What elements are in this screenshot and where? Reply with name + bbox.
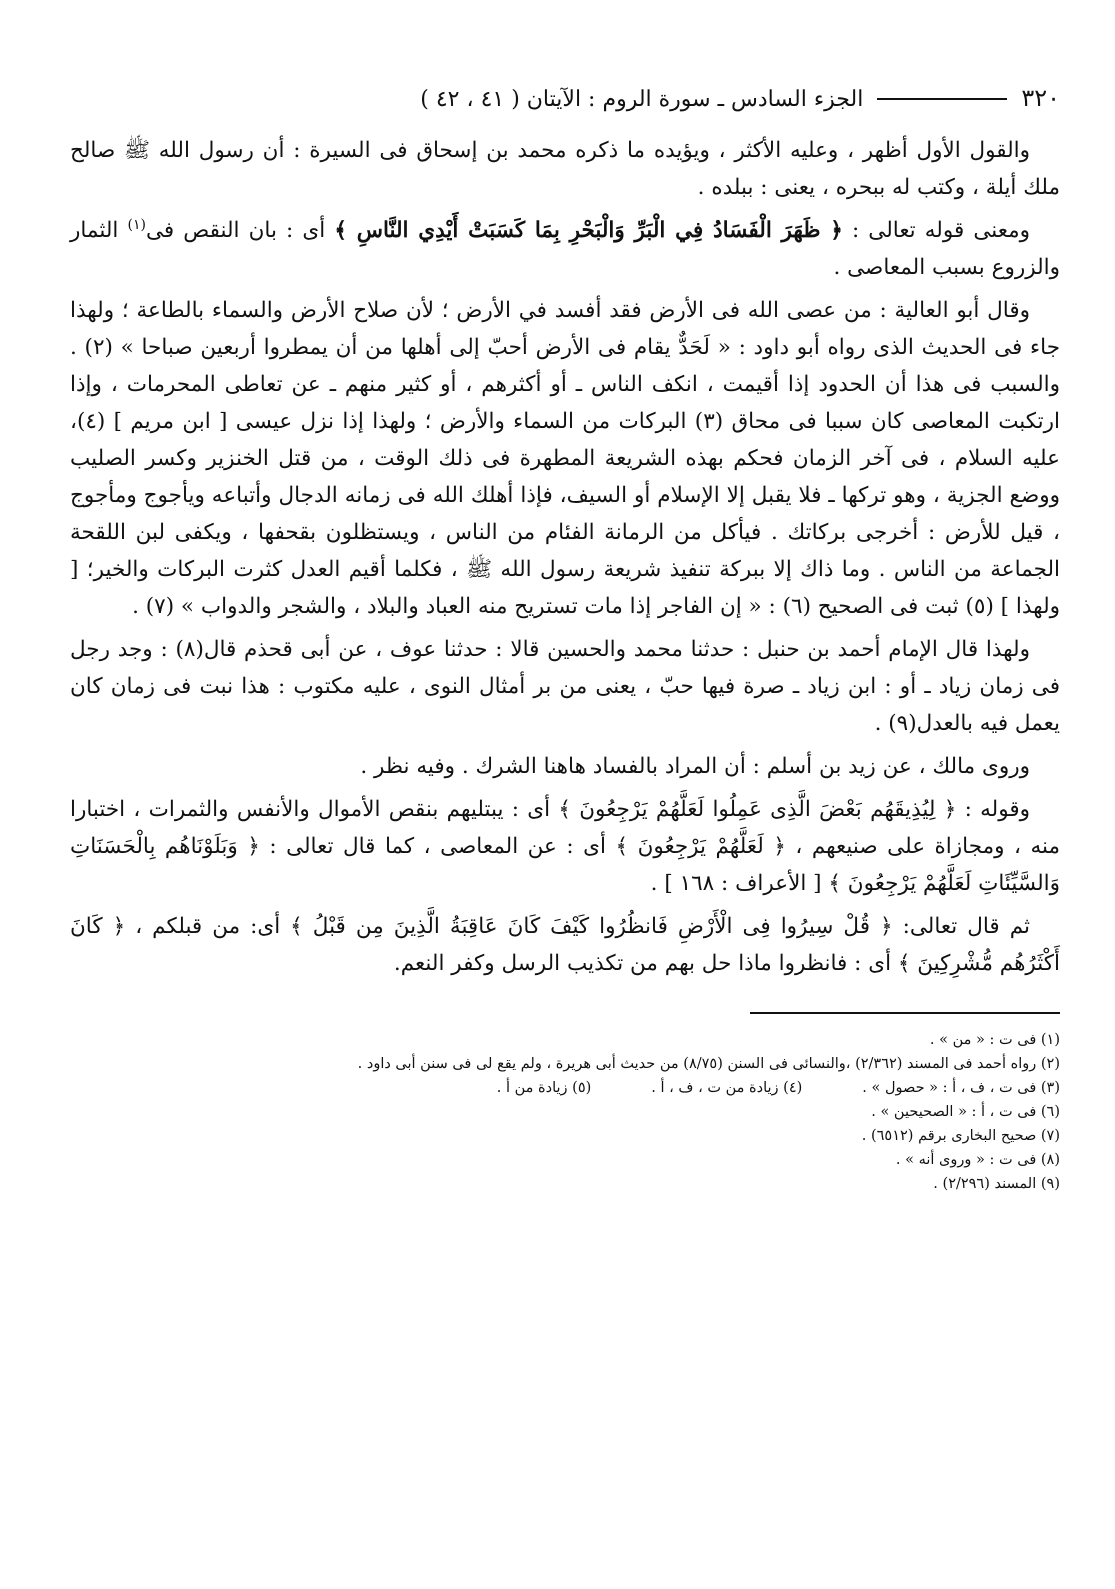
paragraph-6: وقوله : ﴿ لِيُذِيقَهُم بَعْضَ الَّذِى عَمِلُوا لَعَلَّهُمْ يَرْجِعُونَ ﴾ أى : يبتليهم بنقص الأموال والأنفس والثمرات ، اختبارا منه ، ومجازاة على صنيعهم ، ﴿ لَعَلَّهُمْ يَرْجِعُونَ ﴾ أى : عن المعاصى ، كما قال تعالى : ﴿ وَبَلَوْنَاهُم بِالْحَسَنَاتِ وَالسَّيِّئَاتِ لَعَلَّهُمْ يَرْجِعُونَ ﴾ [ الأعراف : ١٦٨ ] . [70,797,1060,896]
paragraph-3: وقال أبو العالية : من عصى الله فى الأرض فقد أفسد في الأرض ؛ لأن صلاح الأرض والسماء بالطاعة ؛ ولهذا جاء فى الحديث الذى رواه أبو داود : « لَحَدٌّ يقام فى الأرض أحبّ إلى أهلها من أن يمطروا أربعين صباحا » (٢) . والسبب فى هذا أن الحدود إذا أقيمت ، انكف الناس ـ أو أكثرهم ، أو كثير منهم ـ عن تعاطى المحرمات ، وإذا ارتكبت المعاصى كان سببا فى محاق (٣) البركات من السماء والأرض ؛ ولهذا إذا نزل عيسى [ ابن مريم ] (٤)، عليه السلام ، فى آخر الزمان فحكم بهذه الشريعة المطهرة فى ذلك الوقت ، من قتل الخنزير وكسر الصليب ووضع الجزية ، وهو تركها ـ فلا يقبل إلا الإسلام أو السيف، فإذا أهلك الله فى زمانه الدجال وأتباعه ويأجوج ومأجوج ، قيل للأرض : أخرجى بركاتك . فيأكل من الرمانة الفئام من الناس ، ويستظلون بقحفها ، ويكفى لبن اللقحة الجماعة من الناس . وما ذاك إلا ببركة تنفيذ شريعة رسول الله ﷺ ، فكلما أقيم العدل كثرت البركات والخير؛ [ ولهذا ] (٥) ثبت فى الصحيح (٦) : « إن الفاجر إذا مات تستريح منه العباد والبلاد ، والشجر والدواب » (٧) . [70,298,1061,619]
header-rule [877,98,1007,100]
paragraph-1: والقول الأول أظهر ، وعليه الأكثر ، ويؤيده ما ذكره محمد بن إسحاق فى السيرة : أن رسول الله ﷺ صالح ملك أيلة ، وكتب له ببحره ، يعنى : ببلده . [70,138,1060,200]
footnote: (٧) صحيح البخارى برقم (٦٥١٢) . [861,1128,1060,1144]
footnote: (٤) زيادة من ت ، ف ، أ . [651,1080,803,1096]
paragraph-2 [70,212,1060,286]
footnote: (٢) رواه أحمد فى المسند (٢/٣٦٢) ،والنسائى فى السنن (٨/٧٥) من حديث أبى هريرة ، ولم يقع لى فى سنن أبى داود . [357,1056,1060,1072]
page-number: ٣٢٠ [1021,84,1060,112]
quran-quote: ﴿ ظَهَرَ الْفَسَادُ فِي الْبَرِّ وَالْبَحْرِ بِمَا كَسَبَتْ أَيْدِي النَّاسِ ﴾ [334,218,843,243]
footnote: (٣) فى ت ، ف ، أ : « حصول » . [862,1080,1060,1096]
footnote: (١) فى ت : « من » . [929,1032,1060,1048]
footnote-separator [750,1012,1060,1014]
paragraph-2-intro: ومعنى قوله تعالى : [851,218,1031,243]
paragraph-7: ثم قال تعالى: ﴿ قُلْ سِيرُوا فِى الْأَرْضِ فَانظُرُوا كَيْفَ كَانَ عَاقِبَةُ الَّذِينَ مِن قَبْلُ ﴾ أى: من قبلكم ، ﴿ كَانَ أَكْثَرُهُم مُّشْرِكِينَ ﴾ أى : فانظروا ماذا حل بهم من تكذيب الرسل وكفر النعم. [70,914,1060,976]
paragraph-5: وروى مالك ، عن زيد بن أسلم : أن المراد بالفساد هاهنا الشرك . وفيه نظر . [360,754,1030,779]
footnotes [70,1028,1060,1196]
footnote-ref-1: (١) [127,216,146,233]
paragraph-2-tail: الثمار والزروع بسبب المعاصى . [70,218,1060,280]
footnote-row [70,1076,1060,1100]
footnote: (٨) فى ت : « وروى أنه » . [895,1152,1060,1168]
running-header [70,60,1060,112]
book-page [70,60,1060,1560]
footnote: (٩) المسند (٢/٢٩٦) . [933,1176,1060,1192]
header-title: الجزء السادس ـ سورة الروم : الآيتان ( ٤١ ، ٤٢ ) [420,87,864,112]
footnote: (٥) زيادة من أ . [496,1080,592,1096]
paragraph-4: ولهذا قال الإمام أحمد بن حنبل : حدثنا محمد والحسين قالا : حدثنا عوف ، عن أبى قحذم قال(٨) : وجد رجل فى زمان زياد ـ أو : ابن زياد ـ صرة فيها حبّ ، يعنى من بر أمثال النوى ، عليه مكتوب : هذا نبت فى زمان كان يعمل فيه بالعدل(٩) . [70,637,1060,736]
paragraph-2-explanation: أى : بان النقص فى [145,218,326,243]
footnote: (٦) فى ت ، أ : « الصحيحين » . [871,1104,1060,1120]
